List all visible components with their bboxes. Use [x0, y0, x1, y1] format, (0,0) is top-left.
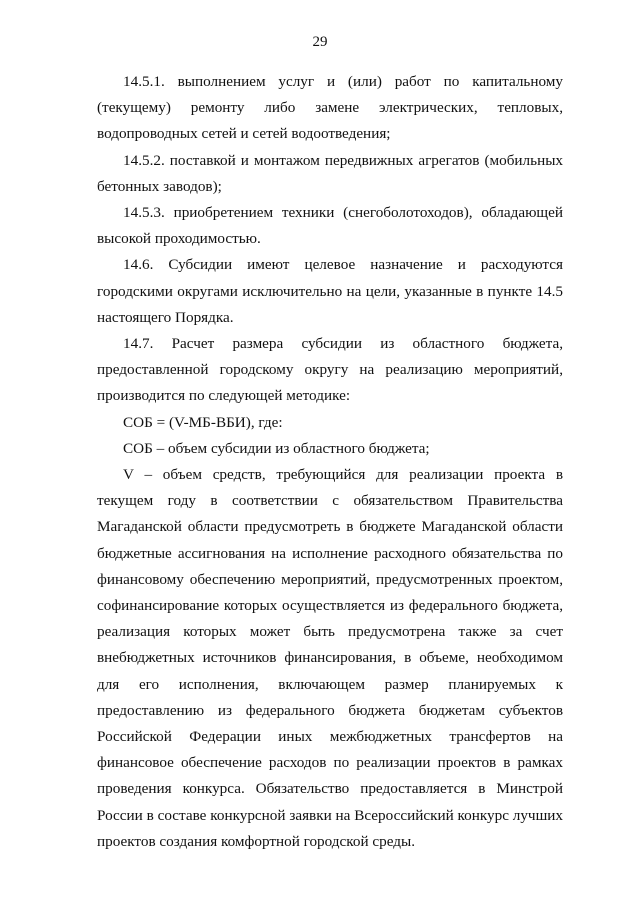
definition-v: V – объем средств, требующийся для реализации проекта в текущем году в соответствии с обязательством Правительства Магаданской области предусмотреть в бюджете Магаданской области бюджетные ассигнования на исполнение расходного обязательства по финансовому обеспечению мероприятий, предусмотренных проектом, софинансирование которых осуществляется из федерального бюджета, реализация которых может быть предусмотрена также за счет внебюджетных источников финансирования, в объеме, необходимом для его исполнения, включающем размер планируемых к предоставлению из федерального бюджета бюджетам субъектов Российской Федерации иных межбюджетных трансфертов на финансовое обеспечение расходов по реализации проектов в рамках проведения конкурса. Обязательство предоставляется в Минстрой России в составе конкурсной заявки на Всероссийский конкурс лучших проектов создания комфортной городской среды.	[97, 466, 563, 850]
paragraph-14-7: 14.7. Расчет размера субсидии из областного бюджета, предоставленной городскому округу на реализацию мероприятий, производится по следующей методике:	[97, 335, 563, 405]
page-number: 29	[312, 34, 328, 50]
definition-sob: СОБ – объем субсидии из областного бюджета;	[123, 439, 430, 457]
document-body	[97, 69, 563, 855]
formula-line: СОБ = (V-МБ-ВБИ), где:	[123, 413, 283, 431]
paragraph-14-5-2: 14.5.2. поставкой и монтажом передвижных агрегатов (мобильных бетонных заводов);	[97, 151, 563, 195]
paragraph-14-5-3: 14.5.3. приобретением техники (снегоболотоходов), обладающей высокой проходимостью.	[97, 204, 563, 248]
paragraph-14-5-1: 14.5.1. выполнением услуг и (или) работ по капитальному (текущему) ремонту либо замене электрических, тепловых, водопроводных сетей и сетей водоотведения;	[97, 73, 563, 143]
paragraph-14-6: 14.6. Субсидии имеют целевое назначение и расходуются городскими округами исключительно на цели, указанные в пункте 14.5 настоящего Порядка.	[97, 256, 563, 326]
